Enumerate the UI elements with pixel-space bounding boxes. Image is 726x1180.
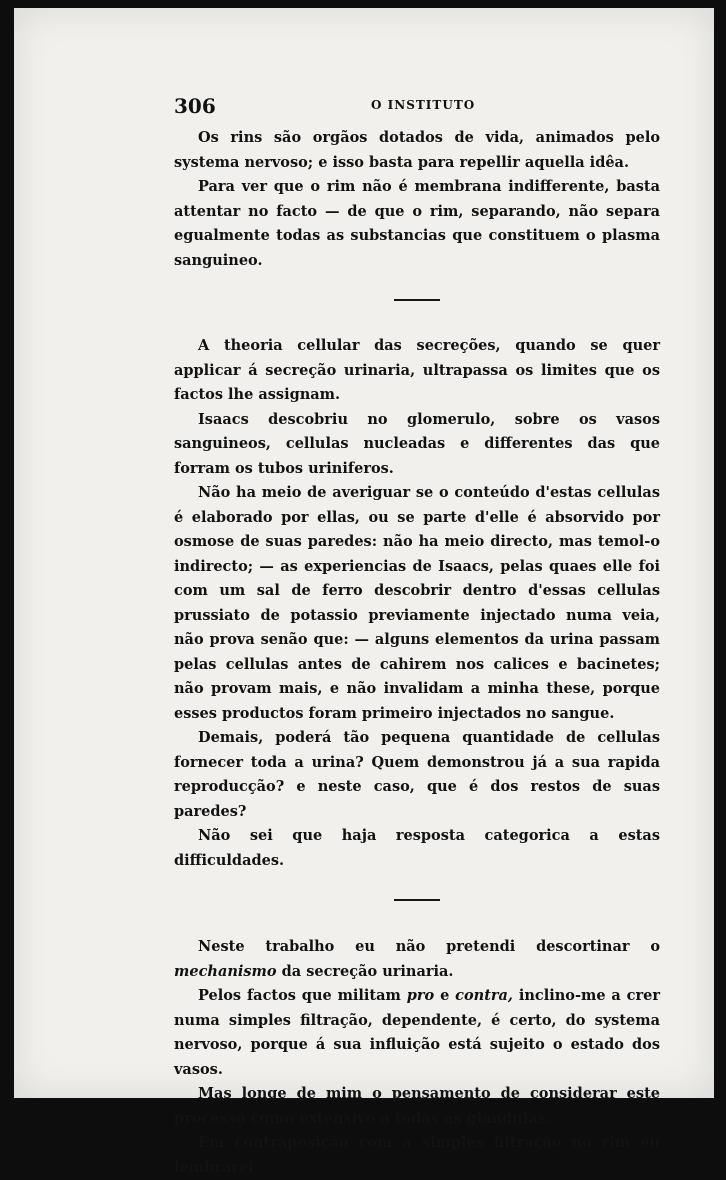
- paragraph: A theoria cellular das secreções, quando se quer applicar á secreção urinaria, ultrapassa os limites que os factos lhe assignam.: [174, 337, 660, 403]
- paragraph: Neste trabalho eu não pretendi descortinar o mechanismo da secreção urinaria.: [174, 938, 660, 980]
- section-1: [174, 126, 660, 273]
- section-3: [174, 935, 660, 1180]
- paragraph: Não ha meio de averiguar se o conteúdo d'estas cellulas é elaborado por ellas, ou se parte d'elle é absorvido por osmose de suas paredes: não ha meio directo, mas temol-o indirecto; — as experiencias de Isaacs, pelas quaes elle foi com um sal de ferro descobrir dentro d'essas cellulas prussiato de potassio previamente injectado numa veia, não prova senão que: — alguns elementos da urina passam pelas cellulas antes de cahirem nos calices e bacinetes; não provam mais, e não invalidam a minha these, porque esses productos foram primeiro injectados no sangue.: [174, 484, 660, 722]
- body-text: [174, 126, 660, 1180]
- section-2: [174, 334, 660, 873]
- running-title: O INSTITUTO: [371, 98, 476, 112]
- book-page: [14, 8, 714, 1176]
- paragraph: Em contraposição com a simples filtração no rim eu lembrarei: [174, 1134, 660, 1176]
- paragraph: Demais, poderá tão pequena quantidade de cellulas fornecer toda a urina? Quem demonstrou já a sua rapida reproducção? e neste caso, que é dos restos de suas paredes?: [174, 729, 660, 820]
- paragraph: Para ver que o rim não é membrana indifferente, basta attentar no facto — de que o rim, separando, não separa egualmente todas as substancias que constituem o plasma sanguineo.: [174, 178, 660, 269]
- paragraph: Não sei que haja resposta categorica a estas difficuldades.: [174, 827, 660, 869]
- page-header: [174, 94, 654, 118]
- paragraph: Isaacs descobriu no glomerulo, sobre os vasos sanguineos, cellulas nucleadas e differentes das que forram os tubos uriniferos.: [174, 410, 660, 477]
- paragraph: Mas longe de mim o pensamento de considerar este processo como extensivo a todas as glandulas.: [174, 1085, 660, 1127]
- paragraph: Os rins são orgãos dotados de vida, animados pelo systema nervoso; e isso basta para repellir aquella idêa.: [174, 129, 660, 171]
- page-number: 306: [174, 94, 216, 118]
- paragraph: Pelos factos que militam pro e contra, inclino-me a crer numa simples filtração, dependente, é certo, do systema nervoso, porque á sua influição está sujeito o estado dos vasos.: [174, 987, 660, 1078]
